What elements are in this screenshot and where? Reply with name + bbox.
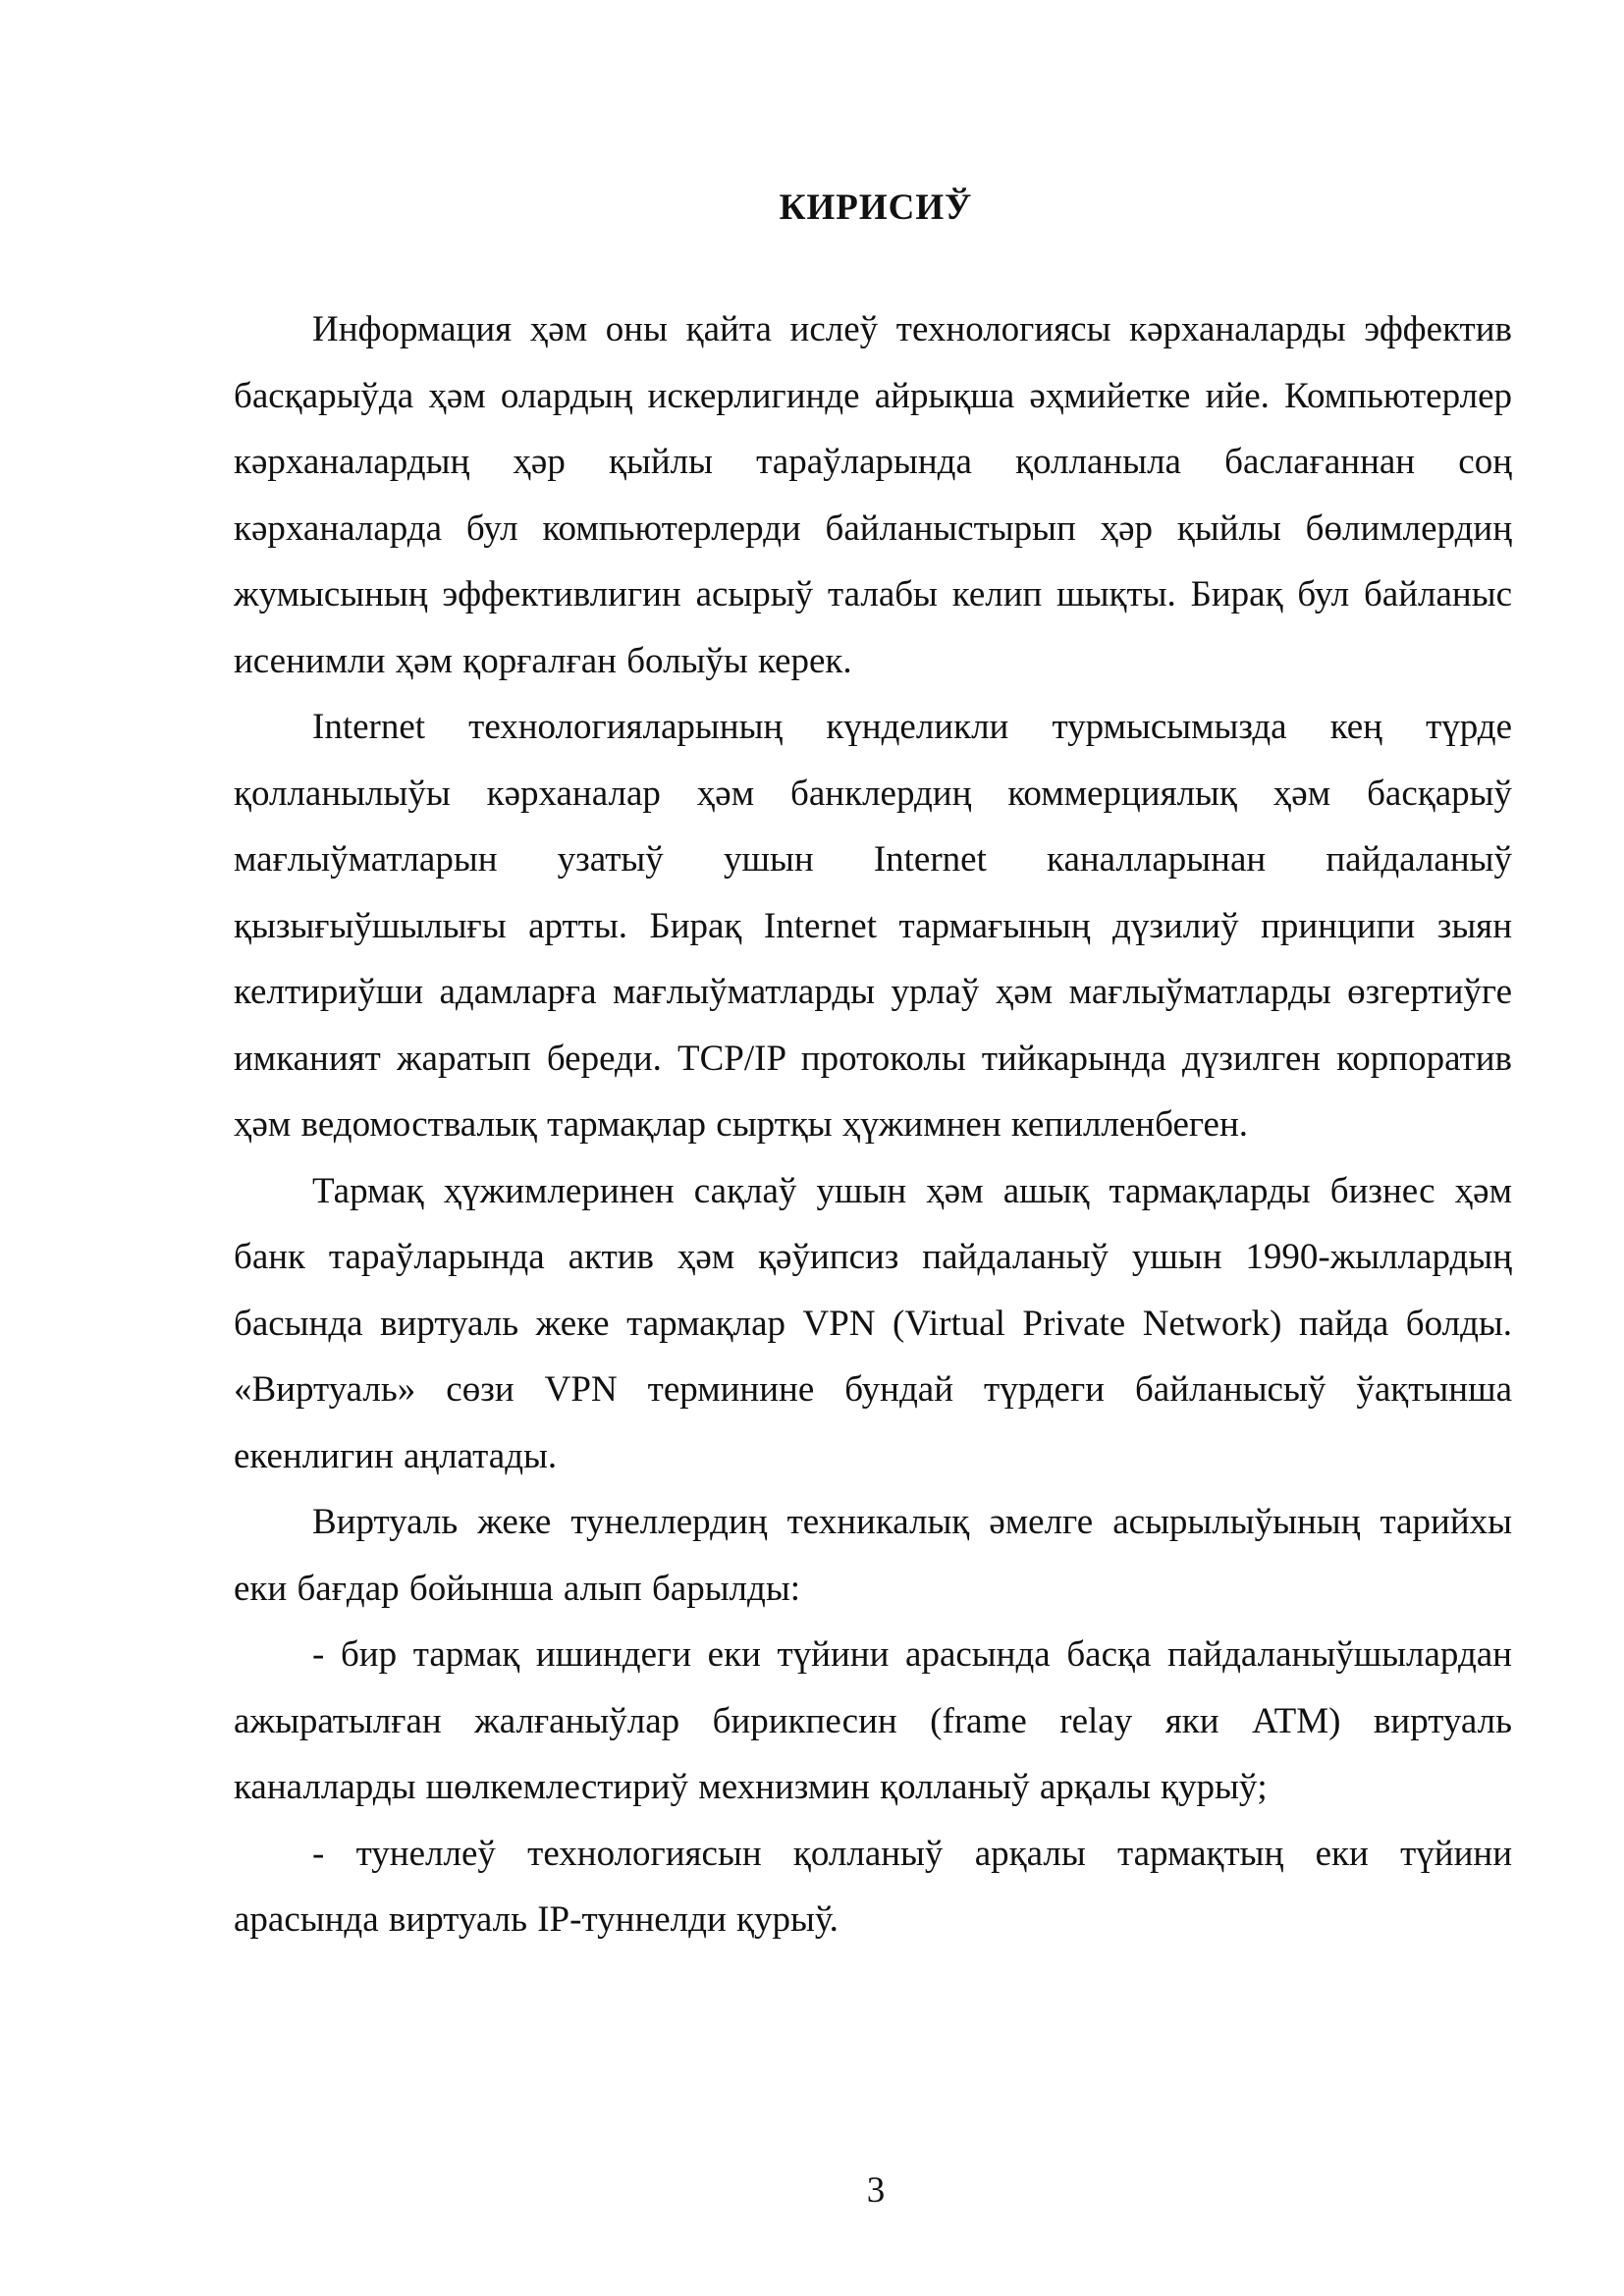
paragraph-intro-information: Информация ҳәм оны қайта ислеў технологиясы кәрханаларды эффектив басқарыўда ҳәм олардың искерлигинде айрықша әҳмийетке ийе. Компьютерлер кәрханалардың ҳәр қыйлы тараўларында қолланыла баслағаннан соң кәрханаларда бул компьютерлерди байланыстырып ҳәр қыйлы бөлимлердиң жумысының эффективлигин асырыў талабы келип шықты. Бирақ бул байланыс исенимли ҳәм қорғалған болыўы керек. bbox=[234, 309, 1512, 681]
page-title: КИРИСИЎ bbox=[779, 187, 973, 228]
paragraph-vpn-origin: Тармақ ҳүжимлеринен сақлаў ушын ҳәм ашық тармақларды бизнес ҳәм банк тараўларында актив ҳәм қәўипсиз пайдаланыў ушын 1990-жыллардың басында виртуаль жеке тармақлар VPN (Virtual Private Network) пайда болды. «Виртуаль» сөзи VPN терминине бундай түрдеги байланысыў ўақтынша екенлигин аңлатады. bbox=[234, 1170, 1512, 1476]
paragraph-internet-technologies: Internet технологияларының күнделикли турмысымызда кең түрде қолланылыўы кәрханалар ҳәм банклердиң коммерциялық ҳәм басқарыў мағлыўматларын узатыў ушын Internet каналларынан пайдаланыў қызығыўшылығы артты. Бирақ Internet тармағының дүзилиў принципи зыян келтириўши адамларға мағлыўматларды урлаў ҳәм мағлыўматларды өзгертиўге имканият жаратып береди. TCP/IP протоколы тийкарында дүзилген корпоратив ҳәм ведомоствалық тармақлар сыртқы ҳүжимнен кепилленбеген. bbox=[234, 707, 1512, 1145]
paragraph-tunnel-history: Виртуаль жеке тунеллердиң техникалық әмелге асырылыўының тарийхы еки бағдар бойынша алып барылды: bbox=[234, 1502, 1512, 1609]
list-item-ip-tunnel: - тунеллеў технологиясын қолланыў арқалы тармақтың еки түйини арасында виртуаль IP-туннелди қурыў. bbox=[234, 1833, 1512, 1940]
list-item-virtual-channels: - бир тармақ ишиндеги еки түйини арасында басқа пайдаланыўшылардан ажыратылған жалғаныўлар бирикпесин (frame relay яки ATM) виртуаль каналларды шөлкемлестириў мехнизмин қолланыў арқалы қурыў; bbox=[234, 1634, 1512, 1807]
page-number: 3 bbox=[866, 2170, 886, 2211]
document-body bbox=[234, 296, 1512, 1953]
